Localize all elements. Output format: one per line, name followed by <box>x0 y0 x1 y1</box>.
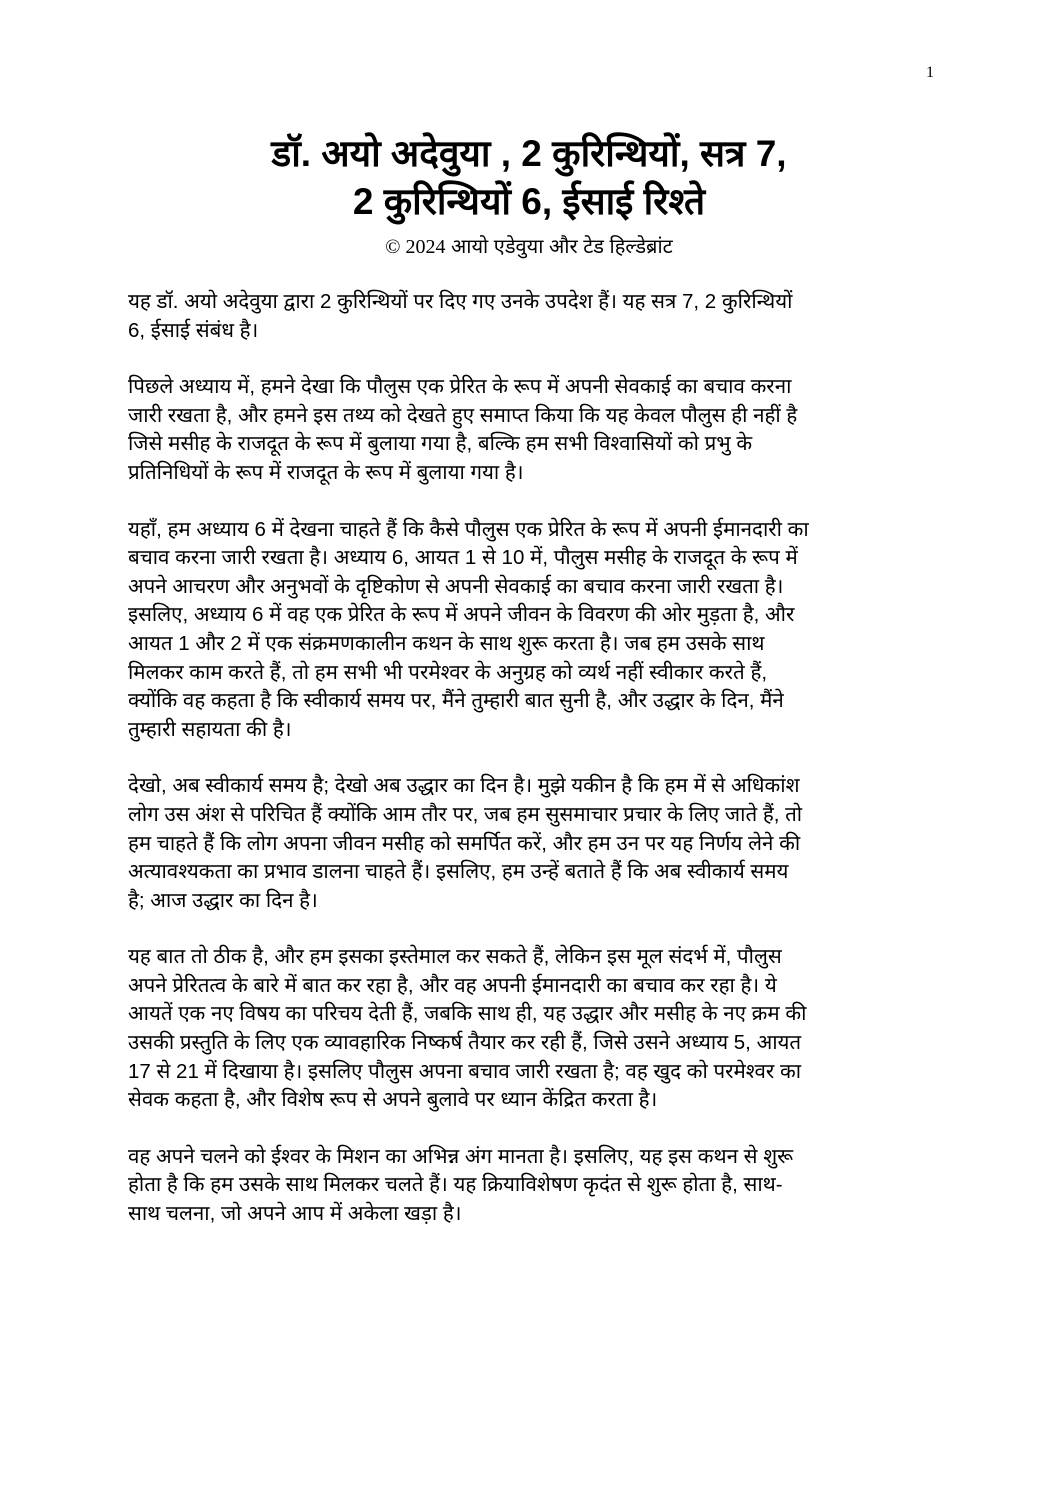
paragraph-line: पिछले अध्याय में, हमने देखा कि पौलुस एक प्रेरित के रूप में अपनी सेवकाई का बचाव करना <box>128 375 792 399</box>
paragraph-line: लोग उस अंश से परिचित हैं क्योंकि आम तौर पर, जब हम सुसमाचार प्रचार के लिए जाते हैं, तो <box>128 802 803 826</box>
title-line: डॉ. अयो अदेवुया , 2 कुरिन्थियों, सत्र 7, <box>271 133 787 174</box>
paragraph-line: इसलिए, अध्याय 6 में वह एक प्रेरित के रूप में अपने जीवन के विवरण की ओर मुड़ता है, और <box>128 603 795 627</box>
paragraph-line: अत्यावश्यकता का प्रभाव डालना चाहते हैं। इसलिए, हम उन्हें बताते हैं कि अब स्वीकार्य समय <box>128 860 789 884</box>
paragraph-line: साथ चलना, जो अपने आप में अकेला खड़ा है। <box>128 1202 462 1226</box>
paragraph-line: हम चाहते हैं कि लोग अपना जीवन मसीह को समर्पित करें, और हम उन पर यह निर्णय लेने की <box>128 831 801 855</box>
document-body <box>128 288 928 1257</box>
copyright-line <box>0 232 1058 259</box>
title-line: 2 कुरिन्थियों 6, ईसाई रिश्ते <box>352 181 706 222</box>
paragraph-line: आयत 1 और 2 में एक संक्रमणकालीन कथन के साथ शुरू करता है। जब हम उसके साथ <box>128 631 765 655</box>
document-title <box>0 130 1058 226</box>
paragraph-line: होता है कि हम उसके साथ मिलकर चलते हैं। यह क्रियाविशेषण कृदंत से शुरू होता है, साथ- <box>128 1173 783 1197</box>
paragraph-line: यह बात तो ठीक है, और हम इसका इस्तेमाल कर सकते हैं, लेकिन इस मूल संदर्भ में, पौलुस <box>128 945 782 969</box>
copyright-year: © 2024 <box>385 236 446 258</box>
paragraph-line: क्योंकि वह कहता है कि स्वीकार्य समय पर, मैंने तुम्हारी बात सुनी है, और उद्धार के दिन, मैंने <box>128 689 784 713</box>
paragraph <box>128 288 928 345</box>
paragraph-line: जारी रखता है, और हमने इस तथ्य को देखते हुए समाप्त किया कि यह केवल पौलुस ही नहीं है <box>128 403 798 427</box>
paragraph-line: आयतें एक नए विषय का परिचय देती हैं, जबकि साथ ही, यह उद्धार और मसीह के नए क्रम की <box>128 1002 807 1026</box>
paragraph <box>128 1143 928 1229</box>
paragraph-line: यहाँ, हम अध्याय 6 में देखना चाहते हैं कि कैसे पौलुस एक प्रेरित के रूप में अपनी ईमानदारी का <box>128 517 809 541</box>
paragraph-line: 17 से 21 में दिखाया है। इसलिए पौलुस अपना बचाव जारी रखता है; वह खुद को परमेश्वर का <box>128 1059 802 1083</box>
paragraph-line: उसकी प्रस्तुति के लिए एक व्यावहारिक निष्कर्ष तैयार कर रही हैं, जिसे उसने अध्याय 5, आयत <box>128 1031 802 1055</box>
page-number: 1 <box>926 64 934 81</box>
paragraph-line: तुम्हारी सहायता की है। <box>128 717 292 741</box>
paragraph-line: बचाव करना जारी रखता है। अध्याय 6, आयत 1 से 10 में, पौलुस मसीह के राजदूत के रूप में <box>128 546 798 570</box>
paragraph-line: अपने आचरण और अनुभवों के दृष्टिकोण से अपनी सेवकाई का बचाव करना जारी रखता है। <box>128 574 784 598</box>
paragraph-line: वह अपने चलने को ईश्वर के मिशन का अभिन्न अंग मानता है। इसलिए, यह इस कथन से शुरू <box>128 1144 794 1168</box>
paragraph-line: प्रतिनिधियों के रूप में राजदूत के रूप में बुलाया गया है। <box>128 460 524 484</box>
paragraph-line: देखो, अब स्वीकार्य समय है; देखो अब उद्धार का दिन है। मुझे यकीन है कि हम में से अधिकांश <box>128 774 800 798</box>
paragraph <box>128 943 928 1115</box>
paragraph-line: अपने प्रेरितत्व के बारे में बात कर रहा है, और वह अपनी ईमानदारी का बचाव कर रहा है। ये <box>128 973 777 997</box>
paragraph-line: है; आज उद्धार का दिन है। <box>128 888 318 912</box>
paragraph <box>128 772 928 915</box>
paragraph-line: मिलकर काम करते हैं, तो हम सभी भी परमेश्वर के अनुग्रह को व्यर्थ नहीं स्वीकार करते हैं, <box>128 660 768 684</box>
paragraph-line: सेवक कहता है, और विशेष रूप से अपने बुलावे पर ध्यान केंद्रित करता है। <box>128 1088 658 1112</box>
paragraph-line: यह डॉ. अयो अदेवुया द्वारा 2 कुरिन्थियों पर दिए गए उनके उपदेश हैं। यह सत्र 7, 2 कुरिन्थियों <box>128 290 793 313</box>
paragraph <box>128 516 928 745</box>
paragraph-line: जिसे मसीह के राजदूत के रूप में बुलाया गया है, बल्कि हम सभी विश्वासियों को प्रभु के <box>128 432 753 456</box>
authors: आयो एडेवुया और टेड हिल्डेब्रांट <box>451 236 673 258</box>
paragraph <box>128 373 928 487</box>
paragraph-line: 6, ईसाई संबंध है। <box>128 318 259 342</box>
